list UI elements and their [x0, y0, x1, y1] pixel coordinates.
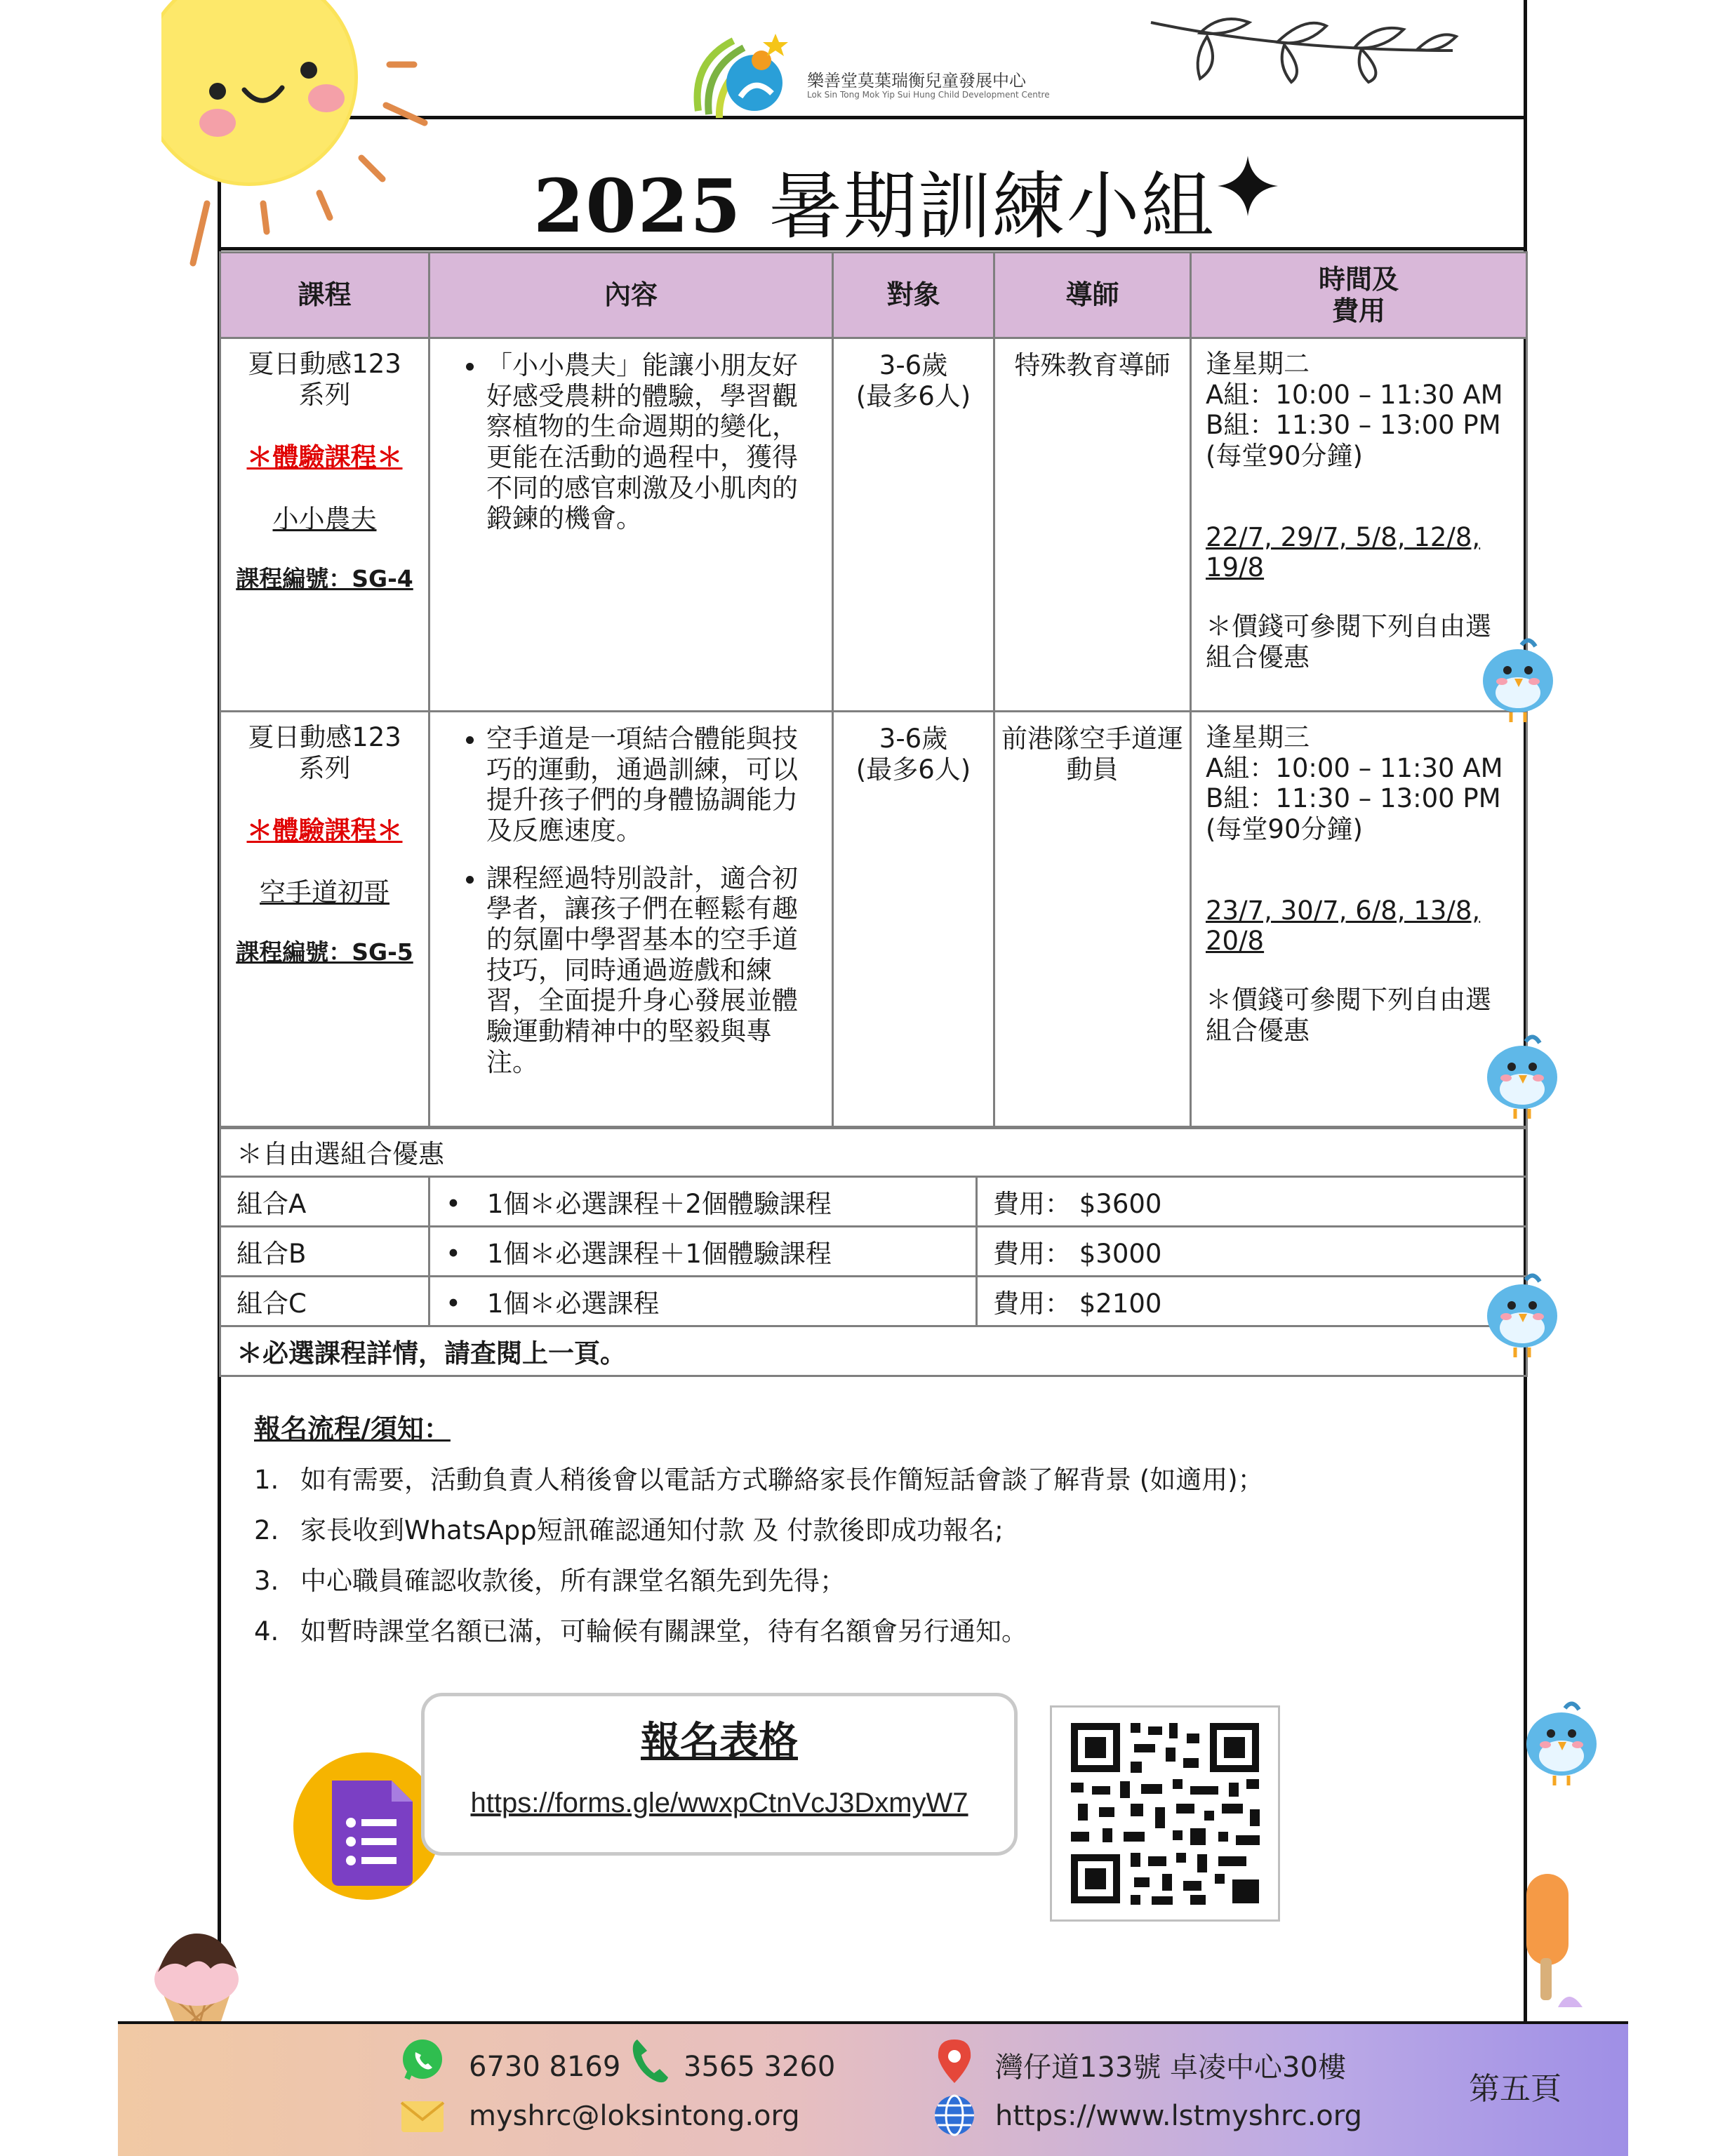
qr-code[interactable]	[1050, 1705, 1280, 1922]
phone-number[interactable]: 3565 3260	[684, 2051, 836, 2083]
phone-icon	[629, 2037, 671, 2086]
session-dates: 22/7, 29/7, 5/8, 12/8, 19/8	[1206, 521, 1481, 583]
footer	[118, 2021, 1628, 2156]
registration-box	[421, 1693, 1018, 1856]
title-year: 2025	[533, 163, 742, 249]
bird-icon	[1477, 1032, 1568, 1123]
content-item: • 「小小農夫」能讓小朋友好好感受農耕的體驗，學習觀察植物的生命週期的變化，更能在活動的過程中，獲得不同的感官刺激及小肌肉的鍛鍊的機會。	[486, 350, 813, 534]
course-code: 課程編號：SG-5	[236, 938, 413, 966]
combo-footnote-row	[220, 1326, 1527, 1376]
combo-detail: • 1個＊必選課程＋2個體驗課程	[429, 1177, 977, 1227]
target-cell: 3-6歲 (最多6人)	[833, 712, 994, 1129]
header-time-fee: 時間及 費用	[1191, 253, 1527, 338]
header-content: 內容	[429, 253, 833, 338]
org-name-en: Lok Sin Tong Mok Yip Sui Hung Child Development Centre	[807, 90, 1050, 100]
combo-name: 組合C	[220, 1277, 429, 1326]
procedure-item: 1. 如有需要，活動負責人稍後會以電話方式聯絡家長作簡短話會談了解背景 (如適用)；	[254, 1465, 1264, 1495]
registration-link[interactable]: https://forms.gle/wwxpCtnVcJ3DxmyW7	[470, 1788, 968, 1818]
page-title	[533, 147, 1216, 253]
sparkle-icon	[1218, 156, 1278, 216]
bird-icon	[1477, 1270, 1568, 1362]
bird-icon	[1516, 1698, 1607, 1790]
course-name: 空手道初哥	[260, 877, 389, 907]
address: 灣仔道133號 卓凌中心30樓	[995, 2051, 1346, 2084]
course-table	[219, 251, 1528, 1129]
table-row	[220, 1177, 1527, 1227]
combo-name: 組合B	[220, 1227, 429, 1277]
combo-fee: 費用： $2100	[977, 1277, 1527, 1326]
time-fee-cell: 逢星期三 A組：10:00 – 11:30 AM B組：11:30 – 13:00 PM (每堂90分鐘) 23/7, 30/7, 6/8, 13/8, 20/8 ＊價錢可參閱下列自由選組合優惠	[1191, 712, 1527, 1129]
website-link[interactable]: https://www.lstmyshrc.org	[995, 2100, 1362, 2132]
page-number: 第五頁	[1469, 2071, 1561, 2107]
price-note: ＊價錢可參閱下列自由選組合優惠	[1206, 984, 1491, 1046]
org-name: 樂善堂莫葉瑞衡兒童發展中心	[807, 71, 1026, 91]
whatsapp-number[interactable]: 6730 8169	[469, 2051, 621, 2083]
tutor-cell: 特殊教育導師	[994, 338, 1191, 712]
email-address[interactable]: myshrc@loksintong.org	[469, 2100, 800, 2132]
content-item: • 課程經過特別設計，適合初學者，讓孩子們在輕鬆有趣的氛圍中學習基本的空手道技巧，同時通過遊戲和練習，全面提升身心發展並體驗運動精神中的堅毅與專注。	[486, 863, 813, 1078]
trial-tag: ＊體驗課程＊	[246, 442, 403, 473]
procedure-item: 4. 如暫時課堂名額已滿，可輪候有關課堂，待有名額會另行通知。	[254, 1616, 1027, 1646]
org-logo	[684, 27, 797, 132]
header-tutor: 導師	[994, 253, 1191, 338]
combo-table	[219, 1126, 1528, 1377]
whatsapp-icon	[400, 2038, 445, 2083]
procedure-item: 2. 家長收到WhatsApp短訊確認通知付款 及 付款後即成功報名;	[254, 1515, 1004, 1545]
table-row	[220, 338, 1527, 712]
course-cell: 夏日動感123 系列 ＊體驗課程＊ 小小農夫 課程編號：SG-4	[220, 338, 429, 712]
table-row	[220, 1227, 1527, 1277]
table-row	[220, 712, 1527, 1129]
table-row	[220, 1277, 1527, 1326]
course-cell: 夏日動感123 系列 ＊體驗課程＊ 空手道初哥 課程編號：SG-5	[220, 712, 429, 1129]
trial-tag: ＊體驗課程＊	[246, 816, 403, 846]
session-dates: 23/7, 30/7, 6/8, 13/8, 20/8	[1206, 895, 1481, 957]
combo-footnote: ＊必選課程詳情，請查閱上一頁。	[220, 1326, 1527, 1376]
combo-heading: ＊自由選組合優惠	[220, 1127, 1527, 1177]
header-target: 對象	[833, 253, 994, 338]
sun-icon	[161, 0, 428, 274]
combo-heading-row	[220, 1127, 1527, 1177]
leaf-branch-icon	[1144, 8, 1460, 86]
email-icon	[400, 2094, 445, 2136]
registration-title: 報名表格	[641, 1718, 798, 1764]
combo-detail: • 1個＊必選課程	[429, 1277, 977, 1326]
content-cell	[429, 712, 833, 1129]
procedure-title: 報名流程/須知：	[254, 1413, 451, 1444]
course-name: 小小農夫	[272, 503, 377, 534]
course-table-header	[220, 253, 1527, 338]
combo-name: 組合A	[220, 1177, 429, 1227]
course-code: 課程編號：SG-4	[236, 564, 413, 592]
target-cell: 3-6歲 (最多6人)	[833, 338, 994, 712]
location-icon	[935, 2038, 973, 2084]
price-note: ＊價錢可參閱下列自由選組合優惠	[1206, 611, 1491, 672]
time-fee-cell: 逢星期二 A組：10:00 – 11:30 AM B組：11:30 – 13:00 PM (每堂90分鐘) 22/7, 29/7, 5/8, 12/8, 19/8 ＊價錢可參閱下列自由選組合優惠	[1191, 338, 1527, 712]
bird-icon	[1472, 635, 1564, 726]
tutor-cell: 前港隊空手道運動員	[994, 712, 1191, 1129]
procedure-item: 3. 中心職員確認收款後，所有課堂名額先到先得；	[254, 1566, 846, 1596]
globe-icon	[932, 2093, 977, 2138]
content-cell	[429, 338, 833, 712]
combo-fee: 費用： $3600	[977, 1177, 1527, 1227]
popsicle-icon	[1502, 1867, 1593, 2021]
header-course: 課程	[220, 253, 429, 338]
combo-fee: 費用： $3000	[977, 1227, 1527, 1277]
combo-detail: • 1個＊必選課程＋1個體驗課程	[429, 1227, 977, 1277]
content-item: • 空手道是一項結合體能與技巧的運動，通過訓練，可以提升孩子們的身體協調能力及反應速度。	[486, 724, 813, 846]
title-text: 暑期訓練小組	[768, 164, 1216, 249]
